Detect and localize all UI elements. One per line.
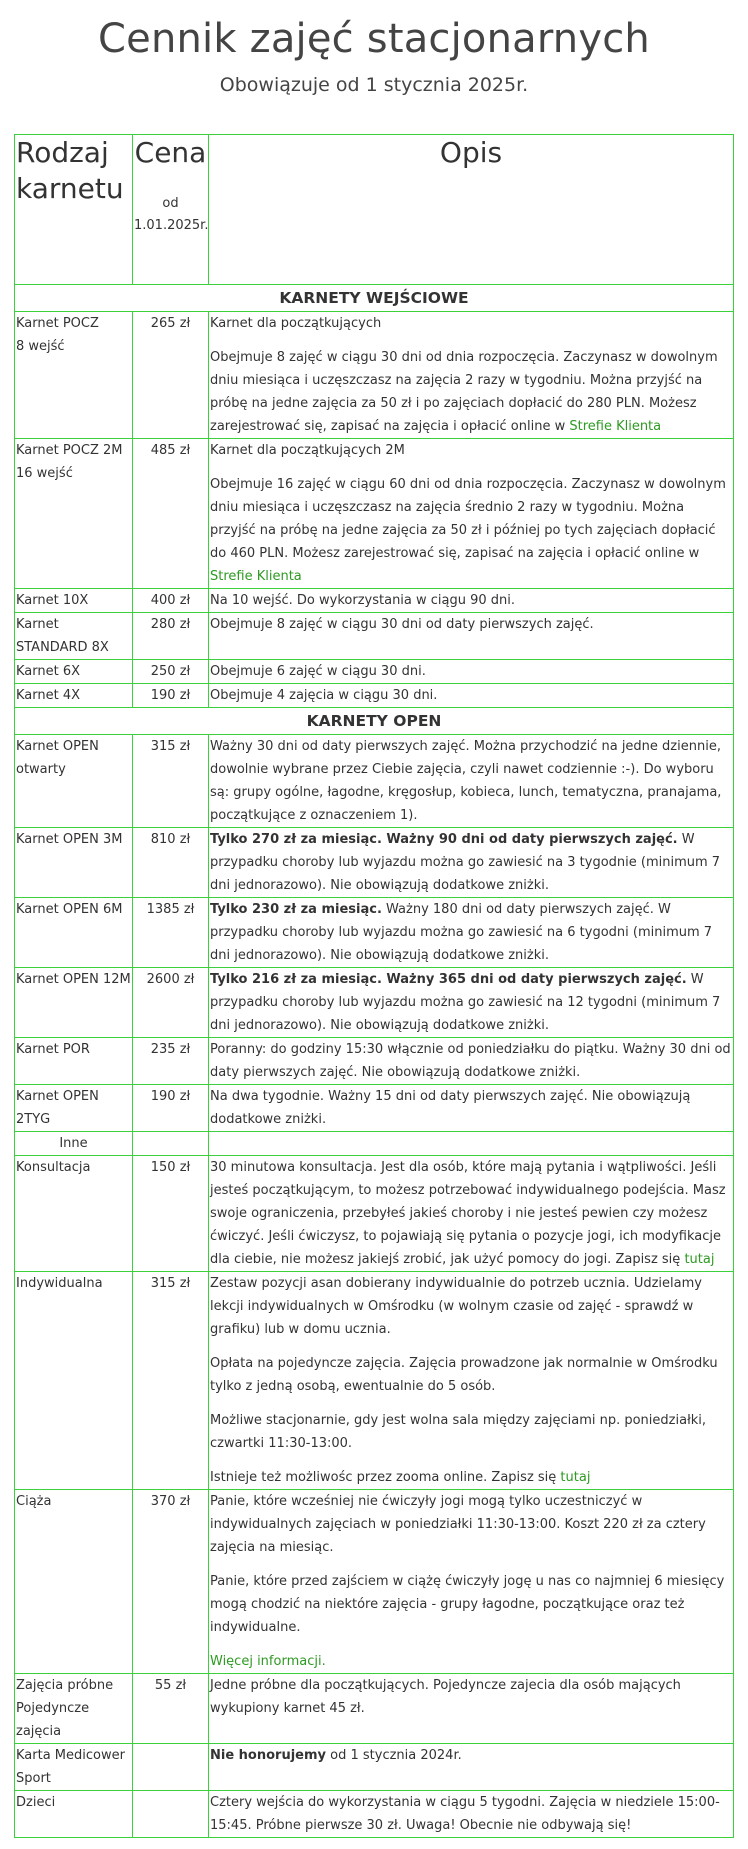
section-row bbox=[15, 285, 734, 312]
row-desc: Cztery wejścia do wykorzystania w ciągu 5 tygodni. Zajęcia w niedziele 15:00-15:45. Próbne pierwsze 30 zł. Uwaga! Obecnie nie odbywają się! bbox=[209, 1791, 734, 1838]
row-price: 280 zł bbox=[133, 613, 209, 660]
row-price: 250 zł bbox=[133, 660, 209, 684]
row-price: 315 zł bbox=[133, 735, 209, 828]
row-name: Karnet OPEN 12M bbox=[15, 968, 133, 1038]
section-heading-open: KARNETY OPEN bbox=[15, 708, 734, 735]
row-price: 150 zł bbox=[133, 1156, 209, 1272]
row-price: 810 zł bbox=[133, 828, 209, 898]
row-desc: Obejmuje 8 zajęć w ciągu 30 dni od daty pierwszych zajęć. bbox=[209, 613, 734, 660]
section-row bbox=[15, 708, 734, 735]
row-desc bbox=[209, 312, 734, 439]
desc-text: od 1 stycznia 2024r. bbox=[326, 1748, 462, 1763]
row-desc: Poranny: do godziny 15:30 włącznie od poniedziałku do piątku. Ważny 30 dni od daty pierwszych zajęć. Nie obowiązują dodatkowe zniżki. bbox=[209, 1038, 734, 1085]
row-desc bbox=[209, 1272, 734, 1490]
row-desc bbox=[209, 1744, 734, 1791]
empty-cell bbox=[209, 1132, 734, 1156]
pricing-table bbox=[14, 134, 734, 1838]
row-price: 265 zł bbox=[133, 312, 209, 439]
desc-bold: Tylko 216 zł za miesiąc. Ważny 365 dni od daty pierwszych zajęć. bbox=[210, 972, 687, 987]
row-name: Dzieci bbox=[15, 1791, 133, 1838]
row-price: 190 zł bbox=[133, 684, 209, 708]
row-name-line: 8 wejść bbox=[16, 339, 65, 354]
desc-text: Obejmuje 16 zajęć w ciągu 60 dni od dnia rozpoczęcia. Zaczynasz w dowolnym dniu miesiąca i uczęszczasz na zajęcia średnio 2 razy w tygodniu. Można przyjść na próbę na jedne zajęcia za 50 zł i później po tych zajęciach dopłacić do 460 PLN. Możesz zarejestrować się, zapisać na zajęcia i opłacić online w bbox=[210, 477, 726, 561]
row-name-line: Karnet POCZ bbox=[16, 316, 99, 331]
row-desc bbox=[209, 828, 734, 898]
row-name: Indywidualna bbox=[15, 1272, 133, 1490]
section-row bbox=[15, 1132, 734, 1156]
row-name: Karnet 6X bbox=[15, 660, 133, 684]
row-price: 190 zł bbox=[133, 1085, 209, 1132]
row-name: Karnet OPEN otwarty bbox=[15, 735, 133, 828]
table-row bbox=[15, 613, 734, 660]
desc-text: Istnieje też możliwośc przez zooma online. Zapisz się bbox=[210, 1470, 561, 1485]
row-name bbox=[15, 439, 133, 589]
row-name: Zajęcia próbne Pojedyncze zajęcia bbox=[15, 1674, 133, 1744]
page bbox=[0, 16, 748, 1838]
header-price-label: Cena bbox=[134, 136, 207, 169]
table-row bbox=[15, 968, 734, 1038]
desc-bold: Nie honorujemy bbox=[210, 1748, 327, 1763]
row-name: Karnet OPEN 6M bbox=[15, 898, 133, 968]
signup-link[interactable]: tutaj bbox=[684, 1252, 715, 1267]
row-price bbox=[133, 1744, 209, 1791]
row-name: Ciąża bbox=[15, 1490, 133, 1674]
row-name: Konsultacja bbox=[15, 1156, 133, 1272]
row-price: 400 zł bbox=[133, 589, 209, 613]
desc-text: W przypadku choroby lub wyjazdu można go zawiesić na 3 tygodnie (minimum 7 dni jednorazowo). Nie obowiązują dodatkowe zniżki. bbox=[210, 832, 721, 893]
row-desc bbox=[209, 968, 734, 1038]
table-row bbox=[15, 1085, 734, 1132]
row-name: Karnet 10X bbox=[15, 589, 133, 613]
desc-paragraph: Możliwe stacjonarnie, gdy jest wolna sala między zajęciami np. poniedziałki, czwartki 11:30-13:00. bbox=[210, 1413, 707, 1451]
table-row bbox=[15, 735, 734, 828]
page-subtitle: Obowiązuje od 1 stycznia 2025r. bbox=[219, 74, 529, 96]
desc-paragraph bbox=[210, 1466, 732, 1489]
row-price bbox=[133, 1791, 209, 1838]
table-row bbox=[15, 589, 734, 613]
row-name bbox=[15, 312, 133, 439]
row-price: 485 zł bbox=[133, 439, 209, 589]
desc-paragraph: Panie, które wcześniej nie ćwiczyły jogi mogą tylko uczestniczyć w indywidualnych zajęciach w poniedziałki 11:30-13:00. Koszt 220 zł za cztery zajęcia na miesiąc. bbox=[210, 1494, 706, 1555]
section-heading-other: Inne bbox=[15, 1132, 133, 1156]
desc-paragraph: Zestaw pozycji asan dobierany indywidualnie do potrzeb ucznia. Udzielamy lekcji indywidualnych w Omśrodku (w wolnym czasie od zajęć - sprawdź w grafiku) lub w domu ucznia. bbox=[210, 1276, 702, 1337]
desc-paragraph: Panie, które przed zajściem w ciążę ćwiczyły jogę u nas co najmniej 6 miesięcy mogą chodzić na niektóre zajęcia - grupy łagodne, początkujące oraz też indywidualne. bbox=[210, 1574, 725, 1635]
row-price: 315 zł bbox=[133, 1272, 209, 1490]
table-row bbox=[15, 1490, 734, 1674]
table-row bbox=[15, 1272, 734, 1490]
table-row bbox=[15, 660, 734, 684]
header-desc: Opis bbox=[209, 135, 734, 285]
row-price: 370 zł bbox=[133, 1490, 209, 1674]
header-price bbox=[133, 135, 209, 285]
signup-link[interactable]: tutaj bbox=[560, 1470, 591, 1485]
table-row bbox=[15, 439, 734, 589]
row-price: 2600 zł bbox=[133, 968, 209, 1038]
row-name: Karta Medicower Sport bbox=[15, 1744, 133, 1791]
desc-paragraph: Karnet dla początkujących bbox=[210, 316, 382, 331]
empty-cell bbox=[133, 1132, 209, 1156]
table-row bbox=[15, 898, 734, 968]
desc-paragraph: Opłata na pojedyncze zajęcia. Zajęcia prowadzone jak normalnie w Omśrodku tylko z jedną osobą, ewentualnie do 5 osób. bbox=[210, 1356, 718, 1394]
row-desc: Jedne próbne dla początkujących. Pojedyncze zajecia dla osób mających wykupiony karnet 45 zł. bbox=[209, 1674, 734, 1744]
more-info-link[interactable]: Więcej informacji. bbox=[210, 1654, 326, 1669]
row-desc bbox=[209, 1156, 734, 1272]
row-desc: Obejmuje 6 zajęć w ciągu 30 dni. bbox=[209, 660, 734, 684]
row-name: Karnet OPEN 2TYG bbox=[15, 1085, 133, 1132]
desc-bold: Tylko 230 zł za miesiąc. bbox=[210, 902, 382, 917]
row-desc bbox=[209, 898, 734, 968]
desc-bold: Tylko 270 zł za miesiąc. Ważny 90 dni od daty pierwszych zajęć. bbox=[210, 832, 678, 847]
row-desc: Ważny 30 dni od daty pierwszych zajęć. Można przychodzić na jedne dziennie, dowolnie wybrane przez Ciebie zajęcia, czyli nawet codziennie :-). Do wyboru są: grupy ogólne, łagodne, kręgosłup, kobieca, lunch, tematyczna, pranajama, początkujące z oznaczeniem 1). bbox=[209, 735, 734, 828]
row-name: Karnet STANDARD 8X bbox=[15, 613, 133, 660]
desc-text: Ważny 180 dni od daty pierwszych zajęć. W przypadku choroby lub wyjazdu można go zawiesić na 6 tygodni (minimum 7 dni jednorazowo). Nie obowiązują dodatkowe zniżki. bbox=[210, 902, 713, 963]
row-name: Karnet 4X bbox=[15, 684, 133, 708]
row-desc bbox=[209, 439, 734, 589]
desc-text: W przypadku choroby lub wyjazdu można go zawiesić na 12 tygodni (minimum 7 dni jednorazowo). Nie obowiązują dodatkowe zniżki. bbox=[210, 972, 721, 1033]
table-header-row bbox=[15, 135, 734, 285]
desc-text: Obejmuje 8 zajęć w ciągu 30 dni od dnia rozpoczęcia. Zaczynasz w dowolnym dniu miesiąca i uczęszczasz na zajęcia 2 razy w tygodniu. Można przyjść na próbę na jedne zajęcia za 50 zł i po zajęciach dopłacić do 280 PLN. Możesz zarejestrować się, zapisać na zajęcia i opłacić online w bbox=[210, 350, 718, 434]
row-desc: Obejmuje 4 zajęcia w ciągu 30 dni. bbox=[209, 684, 734, 708]
row-name: Karnet POR bbox=[15, 1038, 133, 1085]
desc-text: 30 minutowa konsultacja. Jest dla osób, które mają pytania i wątpliwości. Jeśli jesteś początkującym, to możesz potrzebować indywidualnego podejścia. Masz swoje ograniczenia, przebyłeś jakieś choroby i nie jesteś pewien czy możesz ćwiczyć. Jeśli ćwiczysz, to pojawiają się pytania o pozycje jogi, ich modyfikacje dla ciebie, nie możesz jakiejś zrobić, jak użyć pomocy do jogi. Zapisz się bbox=[210, 1160, 726, 1267]
header-type: Rodzaj karnetu bbox=[15, 135, 133, 285]
row-name-line: Karnet POCZ 2M bbox=[16, 443, 123, 458]
row-desc: Na 10 wejść. Do wykorzystania w ciągu 90 dni. bbox=[209, 589, 734, 613]
table-row bbox=[15, 312, 734, 439]
client-zone-link[interactable]: Strefie Klienta bbox=[569, 419, 662, 434]
row-desc: Na dwa tygodnie. Ważny 15 dni od daty pierwszych zajęć. Nie obowiązują dodatkowe zniżki. bbox=[209, 1085, 734, 1132]
table-row bbox=[15, 1674, 734, 1744]
desc-paragraph bbox=[210, 473, 732, 588]
row-name: Karnet OPEN 3M bbox=[15, 828, 133, 898]
table-row bbox=[15, 1744, 734, 1791]
header-price-date: od 1.01.2025r. bbox=[134, 196, 209, 233]
row-price: 55 zł bbox=[133, 1674, 209, 1744]
row-desc bbox=[209, 1490, 734, 1674]
table-row bbox=[15, 828, 734, 898]
desc-paragraph: Karnet dla początkujących 2M bbox=[210, 443, 405, 458]
desc-paragraph bbox=[210, 1650, 732, 1673]
table-row bbox=[15, 684, 734, 708]
client-zone-link[interactable]: Strefie Klienta bbox=[210, 569, 302, 584]
table-row bbox=[15, 1791, 734, 1838]
desc-paragraph bbox=[210, 346, 732, 438]
row-price: 235 zł bbox=[133, 1038, 209, 1085]
row-name-line: 16 wejść bbox=[16, 466, 73, 481]
table-row bbox=[15, 1038, 734, 1085]
section-heading-entry: KARNETY WEJŚCIOWE bbox=[15, 285, 734, 312]
row-price: 1385 zł bbox=[133, 898, 209, 968]
table-row bbox=[15, 1156, 734, 1272]
page-title: Cennik zajęć stacjonarnych bbox=[98, 16, 650, 62]
